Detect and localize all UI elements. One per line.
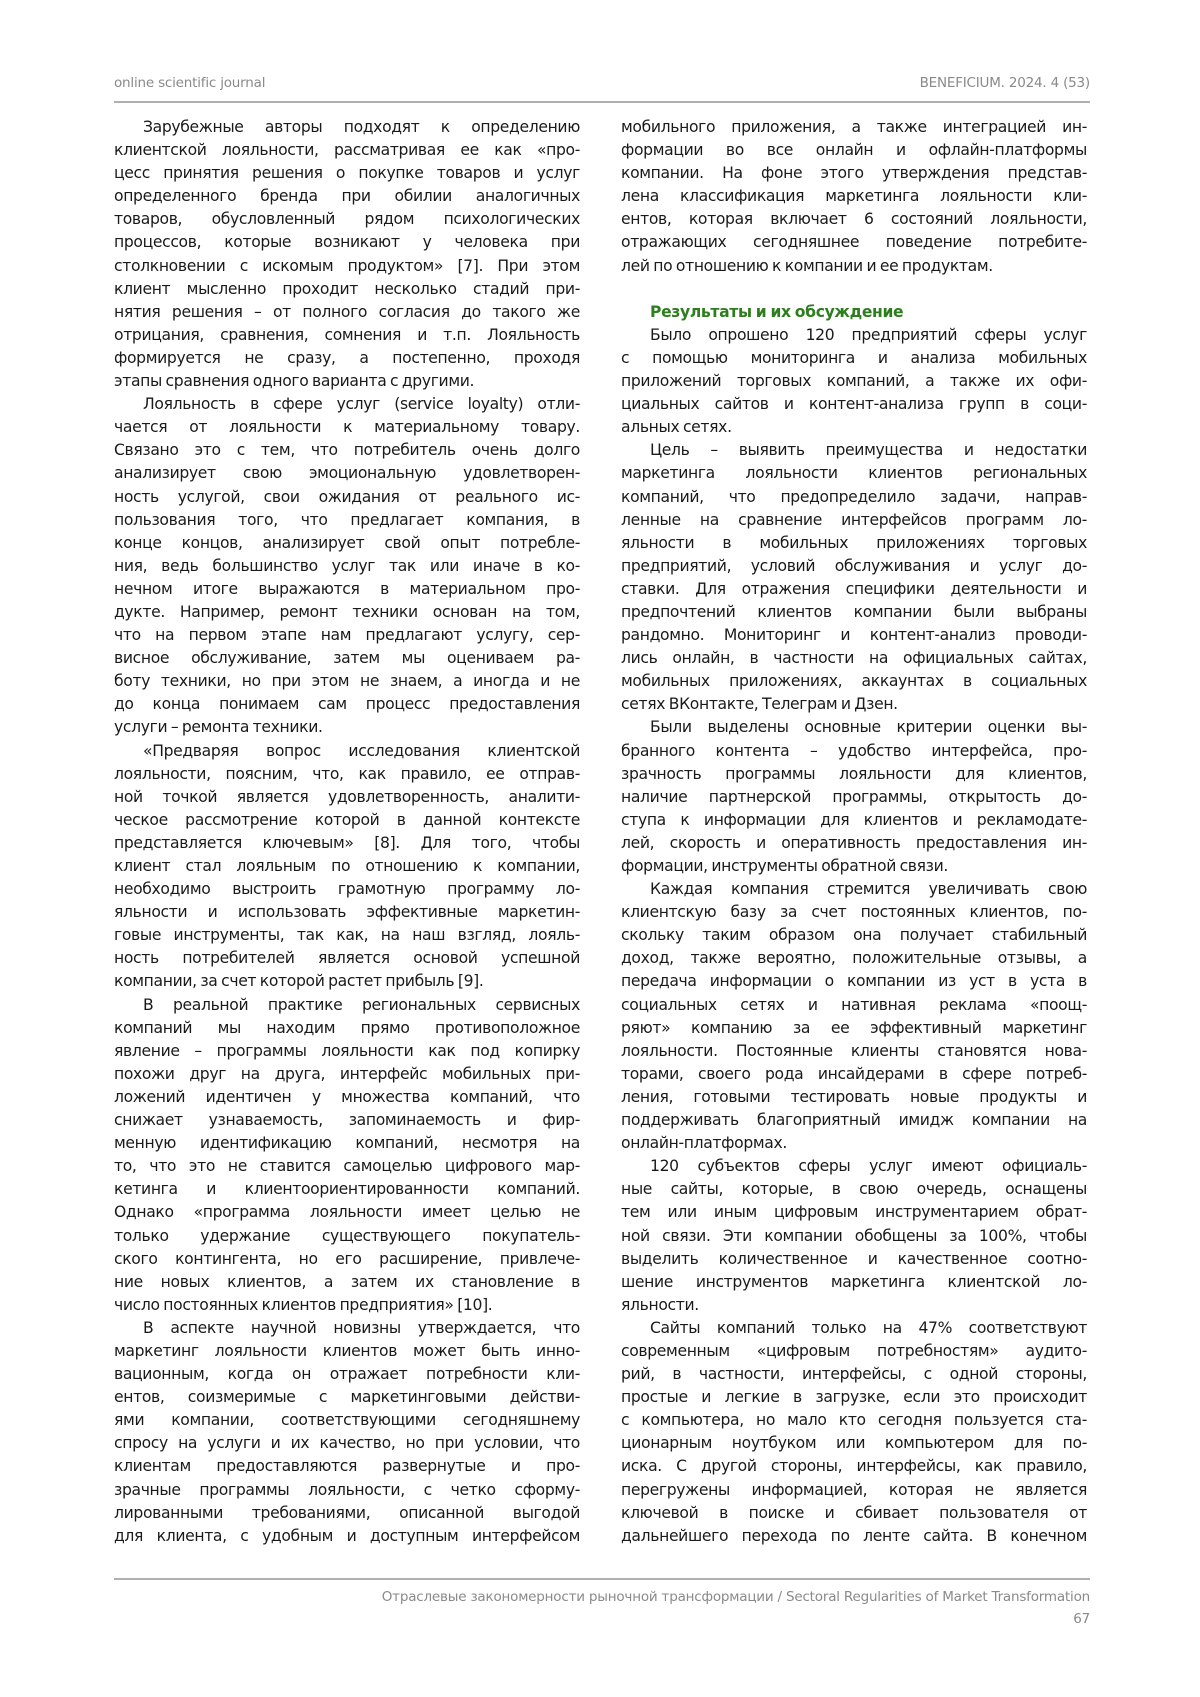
text-line: Сайты компаний только на 47% соответствуют [621, 1317, 1087, 1340]
text-line: менную идентификацию компаний, несмотря на [114, 1132, 580, 1155]
text-line: компаний мы находим прямо противоположное [114, 1017, 580, 1040]
text-line: ной связи. Эти компании обобщены за 100%, чтобы [621, 1225, 1087, 1248]
text-line: до конца понимаем сам процесс предоставления [114, 693, 580, 716]
text-line: с компьютера, но мало кто сегодня пользуется ста- [621, 1409, 1087, 1432]
text-line: иска. С другой стороны, интерфейсы, как правило, [621, 1455, 1087, 1478]
text-line: шение инструментов маркетинга клиентской ло- [621, 1271, 1087, 1294]
text-line: компании, за счет которой растет прибыль [9]. [114, 970, 580, 993]
text-line: скольку таким образом она получает стабильный [621, 924, 1087, 947]
text-line: альных сетях. [621, 416, 1087, 439]
text-line: ряют» компанию за ее эффективный маркетинг [621, 1017, 1087, 1040]
text-line: услуги – ремонта техники. [114, 716, 580, 739]
text-line: торами, своего рода инсайдерами в сфере потреб- [621, 1063, 1087, 1086]
paragraph [621, 1317, 1087, 1548]
text-line: процессов, которые возникают у человека при [114, 231, 580, 254]
text-line: ленные на сравнение интерфейсов программ ло- [621, 509, 1087, 532]
text-line: яльности и использовать эффективные маркетин- [114, 901, 580, 924]
text-line: компании. На фоне этого утверждения представ- [621, 162, 1087, 185]
heading-text: Результаты и их обсуждение [621, 301, 1087, 324]
text-line: социальных сетях и нативная реклама «поощ- [621, 994, 1087, 1017]
text-line: ционарным ноутбуком или компьютером для по- [621, 1432, 1087, 1455]
text-line: столкновении с искомым продуктом» [7]. При этом [114, 255, 580, 278]
header-divider [114, 101, 1090, 103]
page-number: 67 [1073, 1611, 1090, 1627]
paragraph [114, 116, 580, 393]
text-line: тем или иным цифровым инструментарием обрат- [621, 1201, 1087, 1224]
text-line: ентов, которая включает 6 состояний лояльности, [621, 208, 1087, 231]
text-line: ность потребителей является основой успешной [114, 947, 580, 970]
text-line: Однако «программа лояльности имеет целью не [114, 1201, 580, 1224]
text-line: анализирует свою эмоциональную удовлетворен- [114, 462, 580, 485]
paragraph [114, 740, 580, 994]
text-line: этапы сравнения одного варианта с другими. [114, 370, 580, 393]
footer-section-title: Отраслевые закономерности рыночной трансформации / Sectoral Regularities of Market Transformation [382, 1589, 1090, 1605]
text-line: Было опрошено 120 предприятий сферы услуг [621, 324, 1087, 347]
text-line: ключевой в поиске и сбивает пользователя от [621, 1502, 1087, 1525]
text-line: формации, инструменты обратной связи. [621, 855, 1087, 878]
text-line: пользования того, что предлагает компания, в [114, 509, 580, 532]
text-line: зрачные программы лояльности, с четко сформу- [114, 1479, 580, 1502]
paragraph [114, 994, 580, 1317]
text-line: клиент стал лояльным по отношению к компании, [114, 855, 580, 878]
text-line: маркетинга лояльности клиентов региональных [621, 462, 1087, 485]
text-line: отражающих сегодняшнее поведение потребите- [621, 231, 1087, 254]
text-line: рий, в частности, интерфейсы, с одной стороны, [621, 1363, 1087, 1386]
text-line: отрицания, сравнения, сомнения и т.п. Лояльность [114, 324, 580, 347]
text-line: формируется не сразу, а постепенно, проходя [114, 347, 580, 370]
paragraph [621, 1155, 1087, 1317]
text-line: зрачность программы лояльности для клиентов, [621, 763, 1087, 786]
text-line: ные сайты, которые, в свою очередь, оснащены [621, 1178, 1087, 1201]
paragraph-spacer [621, 278, 1087, 301]
text-line: клиентскую базу за счет постоянных клиентов, по- [621, 901, 1087, 924]
text-line: формации во все онлайн и офлайн-платформы [621, 139, 1087, 162]
text-line: лей по отношению к компании и ее продуктам. [621, 255, 1087, 278]
footer-divider [114, 1578, 1090, 1580]
text-line: ступа к информации для клиентов и рекламодате- [621, 809, 1087, 832]
text-line: ной точкой является удовлетворенность, аналити- [114, 786, 580, 809]
paragraph [621, 878, 1087, 1155]
text-line: что на первом этапе нам предлагают услугу, сер- [114, 624, 580, 647]
text-line: лена классификация маркетинга лояльности кли- [621, 185, 1087, 208]
text-line: ского контингента, но его расширение, привлече- [114, 1248, 580, 1271]
text-line: предпочтений клиентов компании были выбраны [621, 601, 1087, 624]
text-line: ями компании, соответствующими сегодняшнему [114, 1409, 580, 1432]
text-line: В реальной практике региональных сервисных [114, 994, 580, 1017]
text-line: вационным, когда он отражает потребности кли- [114, 1363, 580, 1386]
text-line: число постоянных клиентов предприятия» [10]. [114, 1294, 580, 1317]
text-line: Лояльность в сфере услуг (service loyalty) отли- [114, 393, 580, 416]
text-line: лей, скорость и оперативность предоставления ин- [621, 832, 1087, 855]
text-line: рандомно. Мониторинг и контент-анализ проводи- [621, 624, 1087, 647]
text-line: кетинга и клиентоориентированности компаний. [114, 1178, 580, 1201]
text-line: 120 субъектов сферы услуг имеют официаль- [621, 1155, 1087, 1178]
text-line: приложений торговых компаний, а также их офи- [621, 370, 1087, 393]
paragraph [621, 324, 1087, 439]
text-line: для клиента, с удобным и доступным интерфейсом [114, 1525, 580, 1548]
text-line: дальнейшего перехода по ленте сайта. В конечном [621, 1525, 1087, 1548]
text-line: Зарубежные авторы подходят к определению [114, 116, 580, 139]
text-line: простые и легкие в загрузке, если это происходит [621, 1386, 1087, 1409]
text-line: только удержание существующего покупатель- [114, 1225, 580, 1248]
text-line: клиентской лояльности, рассматривая ее как «про- [114, 139, 580, 162]
text-line: явление – программы лояльности как под копирку [114, 1040, 580, 1063]
text-line: снижает узнаваемость, запоминаемость и фир- [114, 1109, 580, 1132]
text-line: определенного бренда при обилии аналогичных [114, 185, 580, 208]
text-line: ние новых клиентов, а затем их становление в [114, 1271, 580, 1294]
text-line: нятия решения – от полного согласия до такого же [114, 301, 580, 324]
text-line: ложений идентичен у множества компаний, что [114, 1086, 580, 1109]
text-line: нечном итоге выражаются в материальном про- [114, 578, 580, 601]
text-line: клиентам предоставляются развернутые и про- [114, 1455, 580, 1478]
paragraph [114, 1317, 580, 1548]
text-line: чается от лояльности к материальному товару. [114, 416, 580, 439]
text-line: необходимо выстроить грамотную программу ло- [114, 878, 580, 901]
text-line: выделить количественное и качественное соотно- [621, 1248, 1087, 1271]
text-line: висное обслуживание, затем мы оцениваем ра- [114, 647, 580, 670]
text-line: ность услугой, свои ожидания от реального ис- [114, 486, 580, 509]
text-line: поддерживать благоприятный имидж компании на [621, 1109, 1087, 1132]
paragraph [621, 716, 1087, 878]
text-line: похожи друг на друга, интерфейс мобильных при- [114, 1063, 580, 1086]
text-line: говые инструменты, так как, на наш взгляд, лояль- [114, 924, 580, 947]
text-line: цесс принятия решения о покупке товаров и услуг [114, 162, 580, 185]
text-line: перегружены информацией, которая не является [621, 1479, 1087, 1502]
text-line: клиент мысленно проходит несколько стадий при- [114, 278, 580, 301]
text-column-right [621, 116, 1087, 1548]
section-heading [621, 301, 1087, 324]
text-line: передача информации о компании из уст в уста в [621, 970, 1087, 993]
text-line: Связано это с тем, что потребитель очень долго [114, 439, 580, 462]
text-line: представляется ключевым» [8]. Для того, чтобы [114, 832, 580, 855]
text-line: предприятий, условий обслуживания и услуг до- [621, 555, 1087, 578]
text-line: «Предваряя вопрос исследования клиентской [114, 740, 580, 763]
text-line: онлайн-платформах. [621, 1132, 1087, 1155]
text-line: Каждая компания стремится увеличивать свою [621, 878, 1087, 901]
text-line: конце концов, анализирует свой опыт потребле- [114, 532, 580, 555]
text-line: ния, ведь большинство услуг так или иначе в ко- [114, 555, 580, 578]
text-line: ческое рассмотрение которой в данной контексте [114, 809, 580, 832]
text-column-left [114, 116, 580, 1548]
text-line: лояльности, поясним, что, как правило, ее отправ- [114, 763, 580, 786]
text-line: ления, готовыми тестировать новые продукты и [621, 1086, 1087, 1109]
text-line: с помощью мониторинга и анализа мобильных [621, 347, 1087, 370]
text-line: товаров, обусловленный рядом психологических [114, 208, 580, 231]
issue-label: BENEFICIUM. 2024. 4 (53) [920, 75, 1090, 91]
text-line: маркетинг лояльности клиентов может быть инно- [114, 1340, 580, 1363]
text-line: боту техники, но при этом не знаем, а иногда и не [114, 670, 580, 693]
text-line: ставки. Для отражения специфики деятельности и [621, 578, 1087, 601]
text-line: наличие партнерской программы, открытость до- [621, 786, 1087, 809]
journal-label: online scientific journal [114, 75, 265, 91]
text-line: сетях ВКонтакте, Телеграм и Дзен. [621, 693, 1087, 716]
text-line: спросу на услуги и их качество, но при условии, что [114, 1432, 580, 1455]
text-line: доход, также вероятно, положительные отзывы, а [621, 947, 1087, 970]
text-line: яльности в мобильных приложениях торговых [621, 532, 1087, 555]
paragraph [621, 116, 1087, 278]
text-line: лированными требованиями, описанной выгодой [114, 1502, 580, 1525]
text-line: мобильных приложениях, аккаунтах в социальных [621, 670, 1087, 693]
text-line: циальных сайтов и контент-анализа групп в соци- [621, 393, 1087, 416]
text-line: бранного контента – удобство интерфейса, про- [621, 740, 1087, 763]
text-line: то, что это не ставится самоцелью цифрового мар- [114, 1155, 580, 1178]
text-line: мобильного приложения, а также интеграцией ин- [621, 116, 1087, 139]
text-line: В аспекте научной новизны утверждается, что [114, 1317, 580, 1340]
text-line: дукте. Например, ремонт техники основан на том, [114, 601, 580, 624]
text-line: лояльности. Постоянные клиенты становятся нова- [621, 1040, 1087, 1063]
paragraph [114, 393, 580, 739]
text-line: современным «цифровым потребностям» аудито- [621, 1340, 1087, 1363]
paragraph [621, 439, 1087, 716]
text-line: ентов, соизмеримые с маркетинговыми действи- [114, 1386, 580, 1409]
text-line: Цель – выявить преимущества и недостатки [621, 439, 1087, 462]
text-line: Были выделены основные критерии оценки вы- [621, 716, 1087, 739]
text-line: яльности. [621, 1294, 1087, 1317]
text-line: компаний, что предопределило задачи, направ- [621, 486, 1087, 509]
text-line: лись онлайн, в частности на официальных сайтах, [621, 647, 1087, 670]
